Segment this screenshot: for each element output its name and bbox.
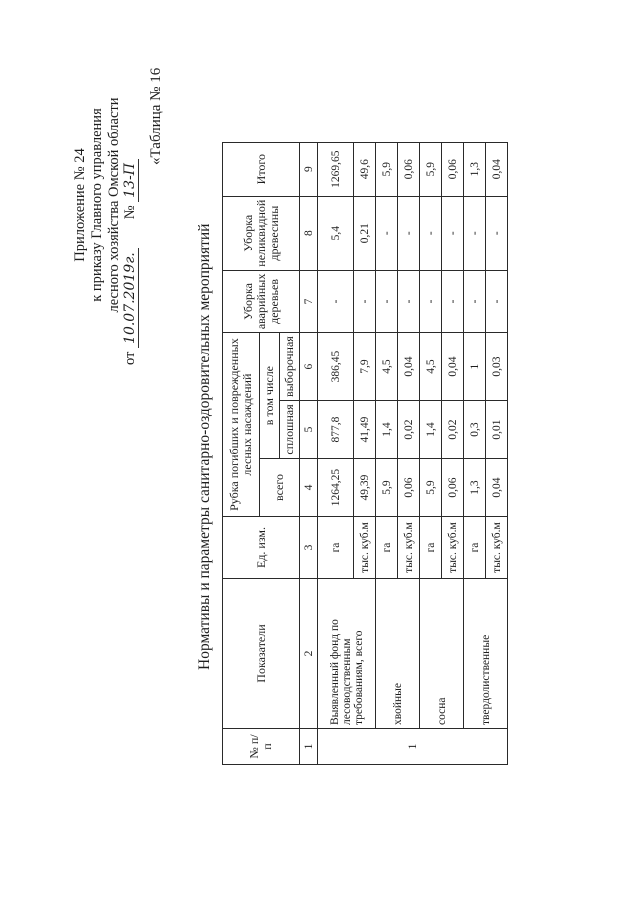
number-prefix: № bbox=[122, 205, 138, 220]
header-indicators: Показатели bbox=[223, 579, 300, 729]
clear-cell: 0,02 bbox=[398, 401, 420, 459]
total-cell: 5,9 bbox=[420, 459, 442, 517]
selective-cell: 0,04 bbox=[442, 333, 464, 401]
handwritten-number: 13-П bbox=[122, 159, 139, 202]
header-clear: сплошная bbox=[280, 401, 300, 459]
emergency-cell: - bbox=[464, 270, 486, 332]
unit-cell: га bbox=[376, 517, 398, 579]
appendix-line: Приложение № 24 bbox=[72, 148, 88, 262]
illiquid-cell: - bbox=[464, 196, 486, 270]
col-number: 6 bbox=[300, 333, 318, 401]
selective-cell: 0,04 bbox=[398, 333, 420, 401]
total-cell: 49,39 bbox=[354, 459, 376, 517]
indicator-cell: твердолиственные bbox=[464, 579, 508, 729]
emergency-cell: - bbox=[376, 270, 398, 332]
table-row bbox=[464, 142, 486, 764]
header-incl: в том числе bbox=[260, 333, 280, 459]
col-number: 3 bbox=[300, 517, 318, 579]
illiquid-cell: - bbox=[486, 196, 508, 270]
sum-cell: 0,04 bbox=[486, 142, 508, 196]
illiquid-cell: - bbox=[420, 196, 442, 270]
header-sum: Итого bbox=[223, 142, 300, 196]
total-cell: 1264,25 bbox=[318, 459, 354, 517]
indicator-cell: хвойные bbox=[376, 579, 420, 729]
unit-cell: га bbox=[464, 517, 486, 579]
total-cell: 5,9 bbox=[376, 459, 398, 517]
selective-cell: 4,5 bbox=[420, 333, 442, 401]
header-selective: выборочная bbox=[280, 333, 300, 401]
header-cutting-group: Рубка погибших и поврежденных лесных насаждений bbox=[223, 333, 260, 517]
table-row bbox=[376, 142, 398, 764]
clear-cell: 1,4 bbox=[420, 401, 442, 459]
selective-cell: 1 bbox=[464, 333, 486, 401]
sum-cell: 49,6 bbox=[354, 142, 376, 196]
unit-cell: тыс. куб.м bbox=[354, 517, 376, 579]
sum-cell: 0,06 bbox=[442, 142, 464, 196]
clear-cell: 1,4 bbox=[376, 401, 398, 459]
illiquid-cell: - bbox=[398, 196, 420, 270]
selective-cell: 7,9 bbox=[354, 333, 376, 401]
total-cell: 0,04 bbox=[486, 459, 508, 517]
total-cell: 0,06 bbox=[442, 459, 464, 517]
col-number: 5 bbox=[300, 401, 318, 459]
sum-cell: 1269,65 bbox=[318, 142, 354, 196]
unit-cell: тыс. куб.м bbox=[398, 517, 420, 579]
clear-cell: 0,01 bbox=[486, 401, 508, 459]
header-total: всего bbox=[260, 459, 300, 517]
emergency-cell: - bbox=[486, 270, 508, 332]
illiquid-cell: 0,21 bbox=[354, 196, 376, 270]
header-unit: Ед. изм. bbox=[223, 517, 300, 579]
unit-cell: тыс. куб.м bbox=[442, 517, 464, 579]
illiquid-cell: - bbox=[376, 196, 398, 270]
clear-cell: 877,8 bbox=[318, 401, 354, 459]
document-title: Нормативы и параметры санитарно-оздоровительных мероприятий bbox=[196, 223, 213, 670]
emergency-cell: - bbox=[442, 270, 464, 332]
header-emergency: Уборка аварийных деревьев bbox=[223, 270, 300, 332]
date-prefix: от bbox=[122, 351, 138, 365]
appendix-line: лесного хозяйства Омской области bbox=[106, 97, 122, 313]
norms-table bbox=[222, 142, 508, 765]
clear-cell: 0,3 bbox=[464, 401, 486, 459]
emergency-cell: - bbox=[354, 270, 376, 332]
emergency-cell: - bbox=[398, 270, 420, 332]
clear-cell: 0,02 bbox=[442, 401, 464, 459]
indicator-cell: Выявленный фонд по лесоводственным требованиям, всего bbox=[318, 579, 376, 729]
row-group-number: 1 bbox=[318, 729, 508, 765]
indicator-cell: сосна bbox=[420, 579, 464, 729]
col-number: 1 bbox=[300, 729, 318, 765]
illiquid-cell: 5,4 bbox=[318, 196, 354, 270]
selective-cell: 4,5 bbox=[376, 333, 398, 401]
table-number: «Таблица № 16 bbox=[148, 67, 164, 165]
unit-cell: га bbox=[420, 517, 442, 579]
appendix-block bbox=[72, 25, 123, 385]
col-number: 9 bbox=[300, 142, 318, 196]
total-cell: 1,3 bbox=[464, 459, 486, 517]
unit-cell: га bbox=[318, 517, 354, 579]
handwritten-date: 10.07.2019г. bbox=[122, 248, 139, 348]
col-number: 4 bbox=[300, 459, 318, 517]
table-row bbox=[420, 142, 442, 764]
sum-cell: 5,9 bbox=[376, 142, 398, 196]
col-number: 2 bbox=[300, 579, 318, 729]
col-number: 7 bbox=[300, 270, 318, 332]
sum-cell: 5,9 bbox=[420, 142, 442, 196]
appendix-line: к приказу Главного управления bbox=[89, 108, 105, 302]
selective-cell: 386,45 bbox=[318, 333, 354, 401]
col-number: 8 bbox=[300, 196, 318, 270]
emergency-cell: - bbox=[420, 270, 442, 332]
header-num: № п/п bbox=[223, 729, 300, 765]
clear-cell: 41,49 bbox=[354, 401, 376, 459]
total-cell: 0,06 bbox=[398, 459, 420, 517]
emergency-cell: - bbox=[318, 270, 354, 332]
table-body bbox=[318, 142, 508, 764]
selective-cell: 0,03 bbox=[486, 333, 508, 401]
unit-cell: тыс. куб.м bbox=[486, 517, 508, 579]
header-illiquid: Уборка неликвидной древесины bbox=[223, 196, 300, 270]
sum-cell: 0,06 bbox=[398, 142, 420, 196]
illiquid-cell: - bbox=[442, 196, 464, 270]
table-row bbox=[318, 142, 354, 764]
date-line bbox=[122, 159, 139, 365]
sum-cell: 1,3 bbox=[464, 142, 486, 196]
